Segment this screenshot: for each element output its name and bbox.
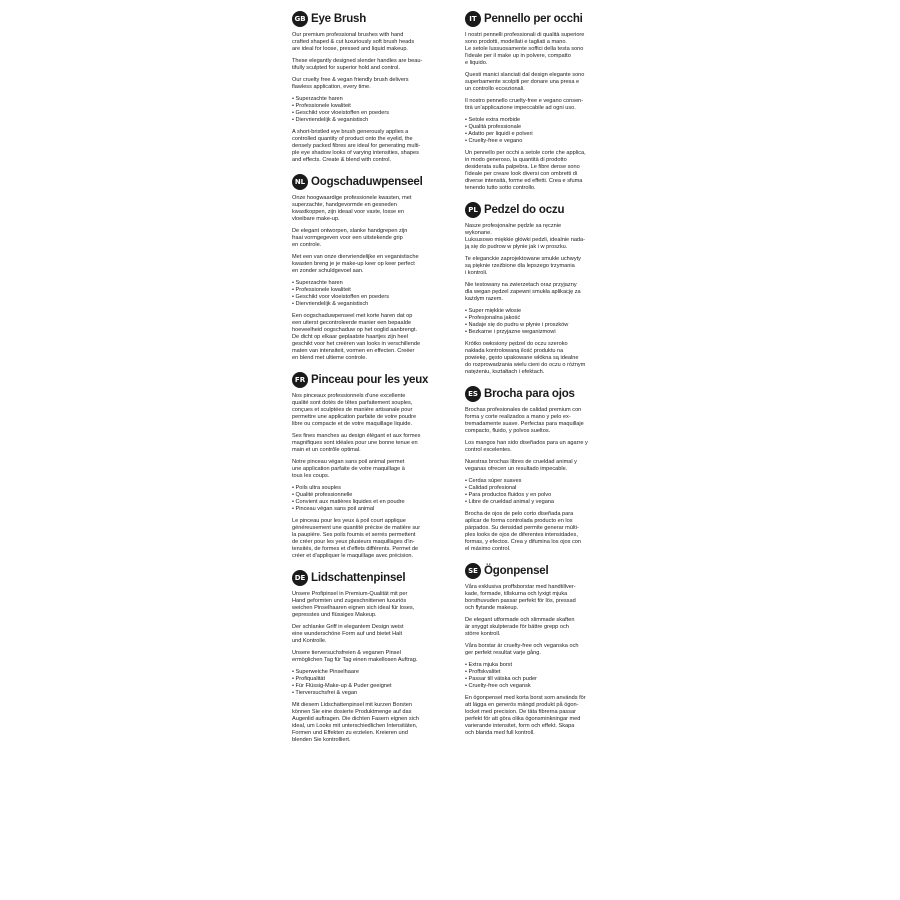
feature-item: • Tierversuchsfrei & vegan [292, 690, 449, 697]
feature-item: • Geschikt voor vloeistoffen en poeders [292, 294, 449, 301]
feature-item: • Cerdas súper suaves [465, 478, 622, 485]
feature-item: • Poils ultra souples [292, 485, 449, 492]
section-heading [465, 201, 622, 219]
feature-item: • Professionele kwaliteit [292, 103, 449, 110]
paragraph: I nostri pennelli professionali di qualità superiore sono prodotti, modellati e tagliati a mano. Le setole lussuosamente soffici della testa sono l'ideale per il make up in polvere, compatto e liquido. [465, 32, 585, 66]
section-title: Pennello per occhi [484, 13, 583, 25]
paragraph: Nasze profesjonalne pędzle sa ręcznie wykonane. Luksusowo miękkie główki pedzli, idealnie nada- ją się do pudrow w płynie jak i w proszku. [465, 223, 586, 250]
paragraph: Un pennello per occhi a setole corte che applica, in modo generoso, la quantità di prodotto desiderata sulla palpebra. Le fibre dense sono l'ideale per creare look diversi con ombretti di diverse intensità, forme ed effetti. Crea e sfuma tenendo tutto sotto controllo. [465, 150, 586, 191]
feature-item: • Professionele kwaliteit [292, 287, 449, 294]
feature-item: • Setole extra morbide [465, 117, 622, 124]
feature-list [292, 669, 449, 697]
feature-item: • Extra mjuka borst [465, 662, 622, 669]
paragraph: These elegantly designed slender handles are beau- tifully sculpted for superior hold and control. [292, 58, 423, 71]
feature-item: • Cruelty-free och vegansk [465, 683, 622, 690]
feature-item: • Für Flüssig-Make-up & Puder geeignet [292, 683, 449, 690]
feature-item: • Para productos fluidos y en polvo [465, 492, 622, 499]
feature-item: • Passar till vätska och puder [465, 676, 622, 683]
paragraph: Ses fines manches au design élégant et aux formes magnifiques sont idéales pour une bonne tenue en main et un contrôle optimal. [292, 433, 421, 453]
feature-list [292, 96, 449, 124]
section-heading [465, 385, 622, 403]
section-nl [292, 173, 449, 362]
paragraph: Mit diesem Lidschattenpinsel mit kurzen Borsten können Sie eine dosierte Produktmenge auf das Augenlid auftragen. Die dichten Fasern eignen sich ideal, um Looks mit unterschiedlichen Intensitäten, Formen und Effekten zu erzielen. Kreieren und blenden Sie kontrolliert. [292, 702, 419, 743]
paragraph: Nie testowany na zwierzetach oraz przyjazny dla wegan pędzel zapewni smukła aplikację za każdym razem. [465, 282, 581, 302]
paragraph: Der schlanke Griff in elegantem Design weist eine wunderschöne Form auf und bietet Halt und Kontrolle. [292, 624, 404, 644]
language-badge: PL [465, 202, 481, 218]
right-column [465, 10, 622, 895]
feature-list [292, 280, 449, 308]
feature-list [465, 478, 622, 506]
left-column [292, 10, 449, 895]
section-pl [465, 201, 622, 376]
section-heading [292, 10, 449, 28]
feature-item: • Superweiche Pinselhaare [292, 669, 449, 676]
paragraph: Nuestras brochas libres de crueldad animal y veganas ofrecen un resultado impecable. [465, 459, 577, 472]
section-title: Pinceau pour les yeux [311, 374, 429, 386]
section-heading [465, 562, 622, 580]
feature-item: • Cruelty-free e vegano [465, 138, 622, 145]
feature-item: • Diervriendelijk & veganistisch [292, 301, 449, 308]
paragraph: En ögonpensel med korta borst som används för att lägga en generös mängd produkt på ögon- locket med precision. De täta fibrerna passar perfekt för att göra olika ögonsminkningar med varierande intensitet, form och effekt. Skapa och blanda med full kontroll. [465, 695, 586, 736]
paragraph: De elegant ontworpen, slanke handgrepen zijn fraai vormgegeven voor een uitstekende grip en controle. [292, 228, 408, 248]
section-fr [292, 371, 449, 560]
paragraph: Een oogschaduwpenseel met korte haren dat op een uiterst gecontroleerde manier een bepaalde hoeveelheid oogschaduw op het ooglid aanbrengt. De dicht op elkaar geplaatste haartjes zijn heel geschikt voor het creëren van looks in verschillende maten van intensiteit, vormen en effecten. Creëer en blend met ultieme controle. [292, 313, 421, 361]
feature-list [465, 308, 622, 336]
section-title: Ögonpensel [484, 565, 549, 577]
section-de [292, 569, 449, 744]
section-heading [292, 371, 449, 389]
language-badge: IT [465, 11, 481, 27]
paragraph: Våra borstar är cruelty-free och veganska och ger perfekt resultat varje gång. [465, 643, 579, 656]
paragraph: Met een van onze diervriendelijke en veganistische kwasten breng je je make-up keer op keer perfect en zonder schuldgevoel aan. [292, 254, 419, 274]
feature-item: • Superzachte haren [292, 280, 449, 287]
feature-item: • Qualité professionnelle [292, 492, 449, 499]
product-leaflet [292, 10, 622, 895]
paragraph: Brochas profesionales de calidad premium con forma y corte realizados a mano y pelo ex- tremadamente suave. Perfectas para maquillaje compacto, fluido, y polvos sueltos. [465, 407, 584, 434]
feature-item: • Calidad profesional [465, 485, 622, 492]
paragraph: De elegant utformade och slimmade skaften är snyggt skulpterade för bättre grepp och större kontroll. [465, 617, 575, 637]
feature-item: • Proffskvalitet [465, 669, 622, 676]
feature-item: • Profiqualität [292, 676, 449, 683]
section-title: Brocha para ojos [484, 388, 575, 400]
feature-item: • Diervriendelijk & veganistisch [292, 117, 449, 124]
language-badge: FR [292, 372, 308, 388]
paragraph: Notre pinceau végan sans poil animal permet une application parfaite de votre maquillage à tous les coups. [292, 459, 405, 479]
feature-item: • Geschikt voor vloeistoffen en poeders [292, 110, 449, 117]
feature-list [465, 117, 622, 145]
feature-item: • Superzachte haren [292, 96, 449, 103]
paragraph: Krótko owłosiony pędzel do oczu szeroko nakłada kontrolowaną ilość produktu na powiekę, gęsto upakowane włókna są idealne do rozprowadzania wielu cieni do oczu o różnym natężeniu, kształtach i efektach. [465, 341, 586, 375]
language-badge: SE [465, 563, 481, 579]
section-heading [465, 10, 622, 28]
paragraph: Our cruelty free & vegan friendly brush delivers flawless application, every time. [292, 77, 409, 90]
paragraph: Våra exklusiva proffsborstar med handtillver- kade, formade, tillskurna och lyxigt mjuka borsthuvuden passar perfekt för lös, pressad och flytande makeup. [465, 584, 576, 611]
feature-item: • Super miękkie włosie [465, 308, 622, 315]
section-title: Pedzel do oczu [484, 204, 565, 216]
section-gb [292, 10, 449, 164]
language-badge: GB [292, 11, 308, 27]
language-badge: DE [292, 570, 308, 586]
paragraph: Nos pinceaux professionnels d'une excellente qualité sont dotés de têtes parfaitement souples, conçues et sculptées de manière artisanale pour permettre une application parfaite de votre poudre libre ou compacte et de votre maquillage liquide. [292, 393, 417, 427]
paragraph: Questi manici slanciati dal design elegante sono superbamente scolpiti per donare una presa e un controllo eccezionali. [465, 72, 585, 92]
section-heading [292, 569, 449, 587]
section-it [465, 10, 622, 192]
paragraph: A short-bristled eye brush generously applies a controlled quantity of product onto the eyelid, the densely packed fibres are ideal for generating multi- ple eye shadow looks of varying intensities, shapes and effects. Create & blend with control. [292, 129, 421, 163]
paragraph: Los mangos han sido diseñados para un agarre y control excelentes. [465, 440, 588, 453]
feature-item: • Nadaje się do pudru w płynie i proszków [465, 322, 622, 329]
paragraph: Onze hoogwaardige professionele kwasten, met superzachte, handgevormde en gesneden kwastkoppen, zijn ideaal voor vaste, losse en vloeibare make-up. [292, 195, 412, 222]
section-es [465, 385, 622, 553]
paragraph: Unsere Profipinsel in Premium-Qualität mit per Hand geformten und zugeschnittenen luxuriös weichen Pinselhaaren eignen sich ideal für loses, gepresstes und flüssiges Makeup. [292, 591, 415, 618]
feature-item: • Pinceau végan sans poil animal [292, 506, 449, 513]
section-title: Eye Brush [311, 13, 367, 25]
feature-item: • Libre de crueldad animal y vegana [465, 499, 622, 506]
section-title: Lidschattenpinsel [311, 572, 406, 584]
language-badge: NL [292, 174, 308, 190]
feature-item: • Profesjonalna jakość [465, 315, 622, 322]
feature-item: • Convient aux matières liquides et en poudre [292, 499, 449, 506]
paragraph: Te eleganckie zaprojektowane smukłe uchwyty są pięknie rzeźbione dla lepszego trzymania i kontroli. [465, 256, 581, 276]
feature-item: • Bezkarne i przyjazne weganizmowi [465, 329, 622, 336]
feature-list [465, 662, 622, 690]
section-se [465, 562, 622, 737]
feature-item: • Qualità professionale [465, 124, 622, 131]
feature-list [292, 485, 449, 513]
section-title: Oogschaduwpenseel [311, 176, 423, 188]
language-badge: ES [465, 386, 481, 402]
paragraph: Il nostro pennello cruelty-free e vegano consen- tirà un'applicazione impeccabile ad ogni uso. [465, 98, 584, 111]
paragraph: Brocha de ojos de pelo corto diseñada para aplicar de forma controlada producto en los párpados. Su densidad permite generar múlti- ples looks de ojos de diferentes intensidades, formas, y efectos. Crea y difumina los ojos con el máximo control. [465, 511, 581, 552]
paragraph: Unsere tierversuchsfreien & veganen Pinsel ermöglichen Tag für Tag einen makellosen Auftrag. [292, 650, 418, 663]
paragraph: Our premium professional brushes with hand crafted shaped & cut luxuriously soft brush heads are ideal for loose, pressed and liquid makeup. [292, 32, 415, 52]
section-heading [292, 173, 449, 191]
feature-item: • Adatto per liquidi e polveri [465, 131, 622, 138]
paragraph: Le pinceau pour les yeux à poil court applique généreusement une quantité précise de matière sur la paupière. Ses poils fournis et serrés permettent de créer pour les yeux plusieurs maquillages d'in- tensités, de formes et d'effets différents. Permet de créer et d'appliquer le maquillage avec précision. [292, 518, 421, 559]
